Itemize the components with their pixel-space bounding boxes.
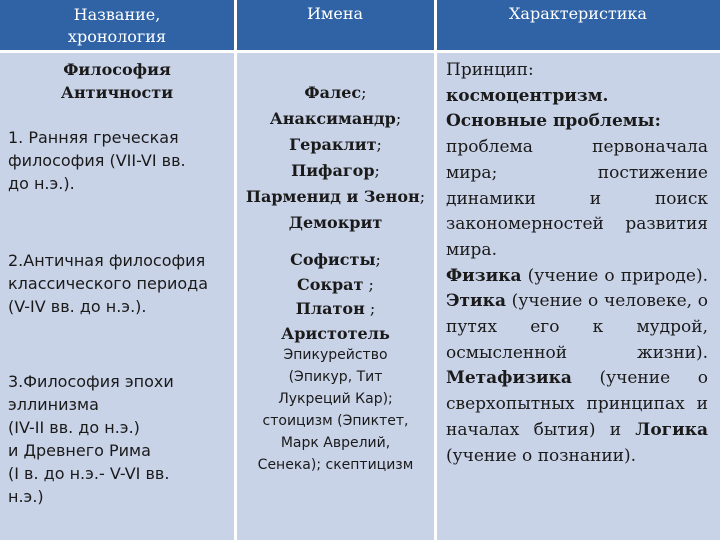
- text-fragment: (учение о природе).: [521, 265, 708, 286]
- header-name-chronology: [0, 4, 234, 48]
- period-text: (I в. до н.э.- V-VI вв.: [8, 464, 170, 483]
- period-text: 3.Философия эпохи: [8, 372, 174, 391]
- char-line: Основные проблемы:: [446, 111, 661, 132]
- header-names: Имена: [306, 4, 364, 23]
- text-fragment: ;: [375, 250, 381, 269]
- philosopher-name: [236, 248, 435, 273]
- philosopher-name: [236, 106, 435, 132]
- term-ethics: Этика: [446, 291, 506, 312]
- char-paragraph: [446, 264, 708, 470]
- period-text: до н.э.).: [8, 174, 75, 193]
- philosopher-name: [236, 132, 435, 158]
- text-fragment: Фалес: [304, 83, 362, 102]
- text-fragment: ;: [419, 187, 426, 206]
- text-fragment: ;: [374, 161, 380, 180]
- period-text: и Древнего Рима: [8, 441, 151, 460]
- era-title-text: Античности: [60, 83, 174, 102]
- term-logic: Логика: [635, 419, 708, 440]
- period-text: классического периода: [8, 274, 209, 293]
- philosopher-name: [236, 273, 435, 298]
- text-fragment: Гераклит: [289, 135, 377, 154]
- philosopher-name: [236, 297, 435, 322]
- text-fragment: (учение о сверхопытных принципах и началах бытия) и: [446, 368, 708, 440]
- char-line: Принцип:: [446, 60, 534, 80]
- philosopher-name: [236, 80, 435, 106]
- characteristics-text: [446, 58, 708, 469]
- text-fragment: ;: [395, 109, 402, 128]
- text-fragment: Парменид и Зенон: [245, 187, 420, 206]
- header-text: хронология: [67, 27, 167, 46]
- term-metaphysics: Метафизика: [446, 368, 572, 389]
- philosopher-text: Эпикурейство: [283, 347, 388, 363]
- term-physics: Физика: [446, 265, 522, 286]
- philosopher-text: стоицизм (Эпиктет,: [262, 413, 409, 429]
- text-fragment: ;: [361, 83, 367, 102]
- period-classical: [8, 249, 233, 318]
- period-text: эллинизма: [8, 395, 99, 414]
- period-text: философия (VII-VI вв.: [8, 151, 186, 170]
- text-fragment: ;: [364, 299, 376, 318]
- philosopher-name: [236, 158, 435, 184]
- era-title-text: Философия: [63, 60, 171, 79]
- char-line: космоцентризм.: [446, 85, 609, 106]
- philosopher-text: (Эпикур, Тит: [288, 369, 383, 385]
- header-characteristics: Характеристика: [509, 4, 647, 23]
- period-hellenism-rome: [8, 370, 233, 508]
- text-fragment: Пифагор: [291, 161, 375, 180]
- era-title: [0, 58, 234, 104]
- period-text: (IV-II вв. до н.э.): [8, 418, 140, 437]
- names-classical: [236, 248, 435, 346]
- text-fragment: Софисты: [290, 250, 376, 269]
- names-early-greek: [236, 80, 435, 236]
- philosopher-name: [236, 210, 435, 236]
- period-text: 1. Ранняя греческая: [8, 128, 179, 147]
- period-text: н.э.): [8, 487, 44, 506]
- philosopher-name: [236, 322, 435, 347]
- philosopher-text: Сенека); скептицизм: [257, 457, 414, 473]
- header-divider: [0, 50, 720, 53]
- text-fragment: Демокрит: [288, 213, 383, 232]
- char-paragraph: проблема первоначала мира; постижение динамики и поиск закономерностей развития мира.: [446, 137, 708, 260]
- text-fragment: ;: [376, 135, 382, 154]
- names-hellenism: [236, 344, 435, 476]
- philosopher-text: Марк Аврелий,: [280, 435, 391, 451]
- header-text: Название,: [73, 5, 161, 24]
- period-text: (V-IV вв. до н.э.).: [8, 297, 147, 316]
- philosopher-text: Лукреций Кар);: [278, 391, 393, 407]
- period-early-greek: [8, 126, 233, 195]
- text-fragment: (учение о человеке, о путях его к мудрой, осмысленной жизни).: [446, 291, 708, 363]
- philosopher-name: [236, 184, 435, 210]
- text-fragment: Аристотель: [281, 323, 390, 343]
- text-fragment: Платон: [295, 299, 365, 318]
- period-text: 2.Античная философия: [8, 251, 206, 270]
- text-fragment: Анаксимандр: [269, 109, 396, 128]
- text-fragment: (учение о познании).: [446, 445, 637, 466]
- text-fragment: Сократ: [297, 274, 364, 294]
- text-fragment: ;: [363, 274, 374, 294]
